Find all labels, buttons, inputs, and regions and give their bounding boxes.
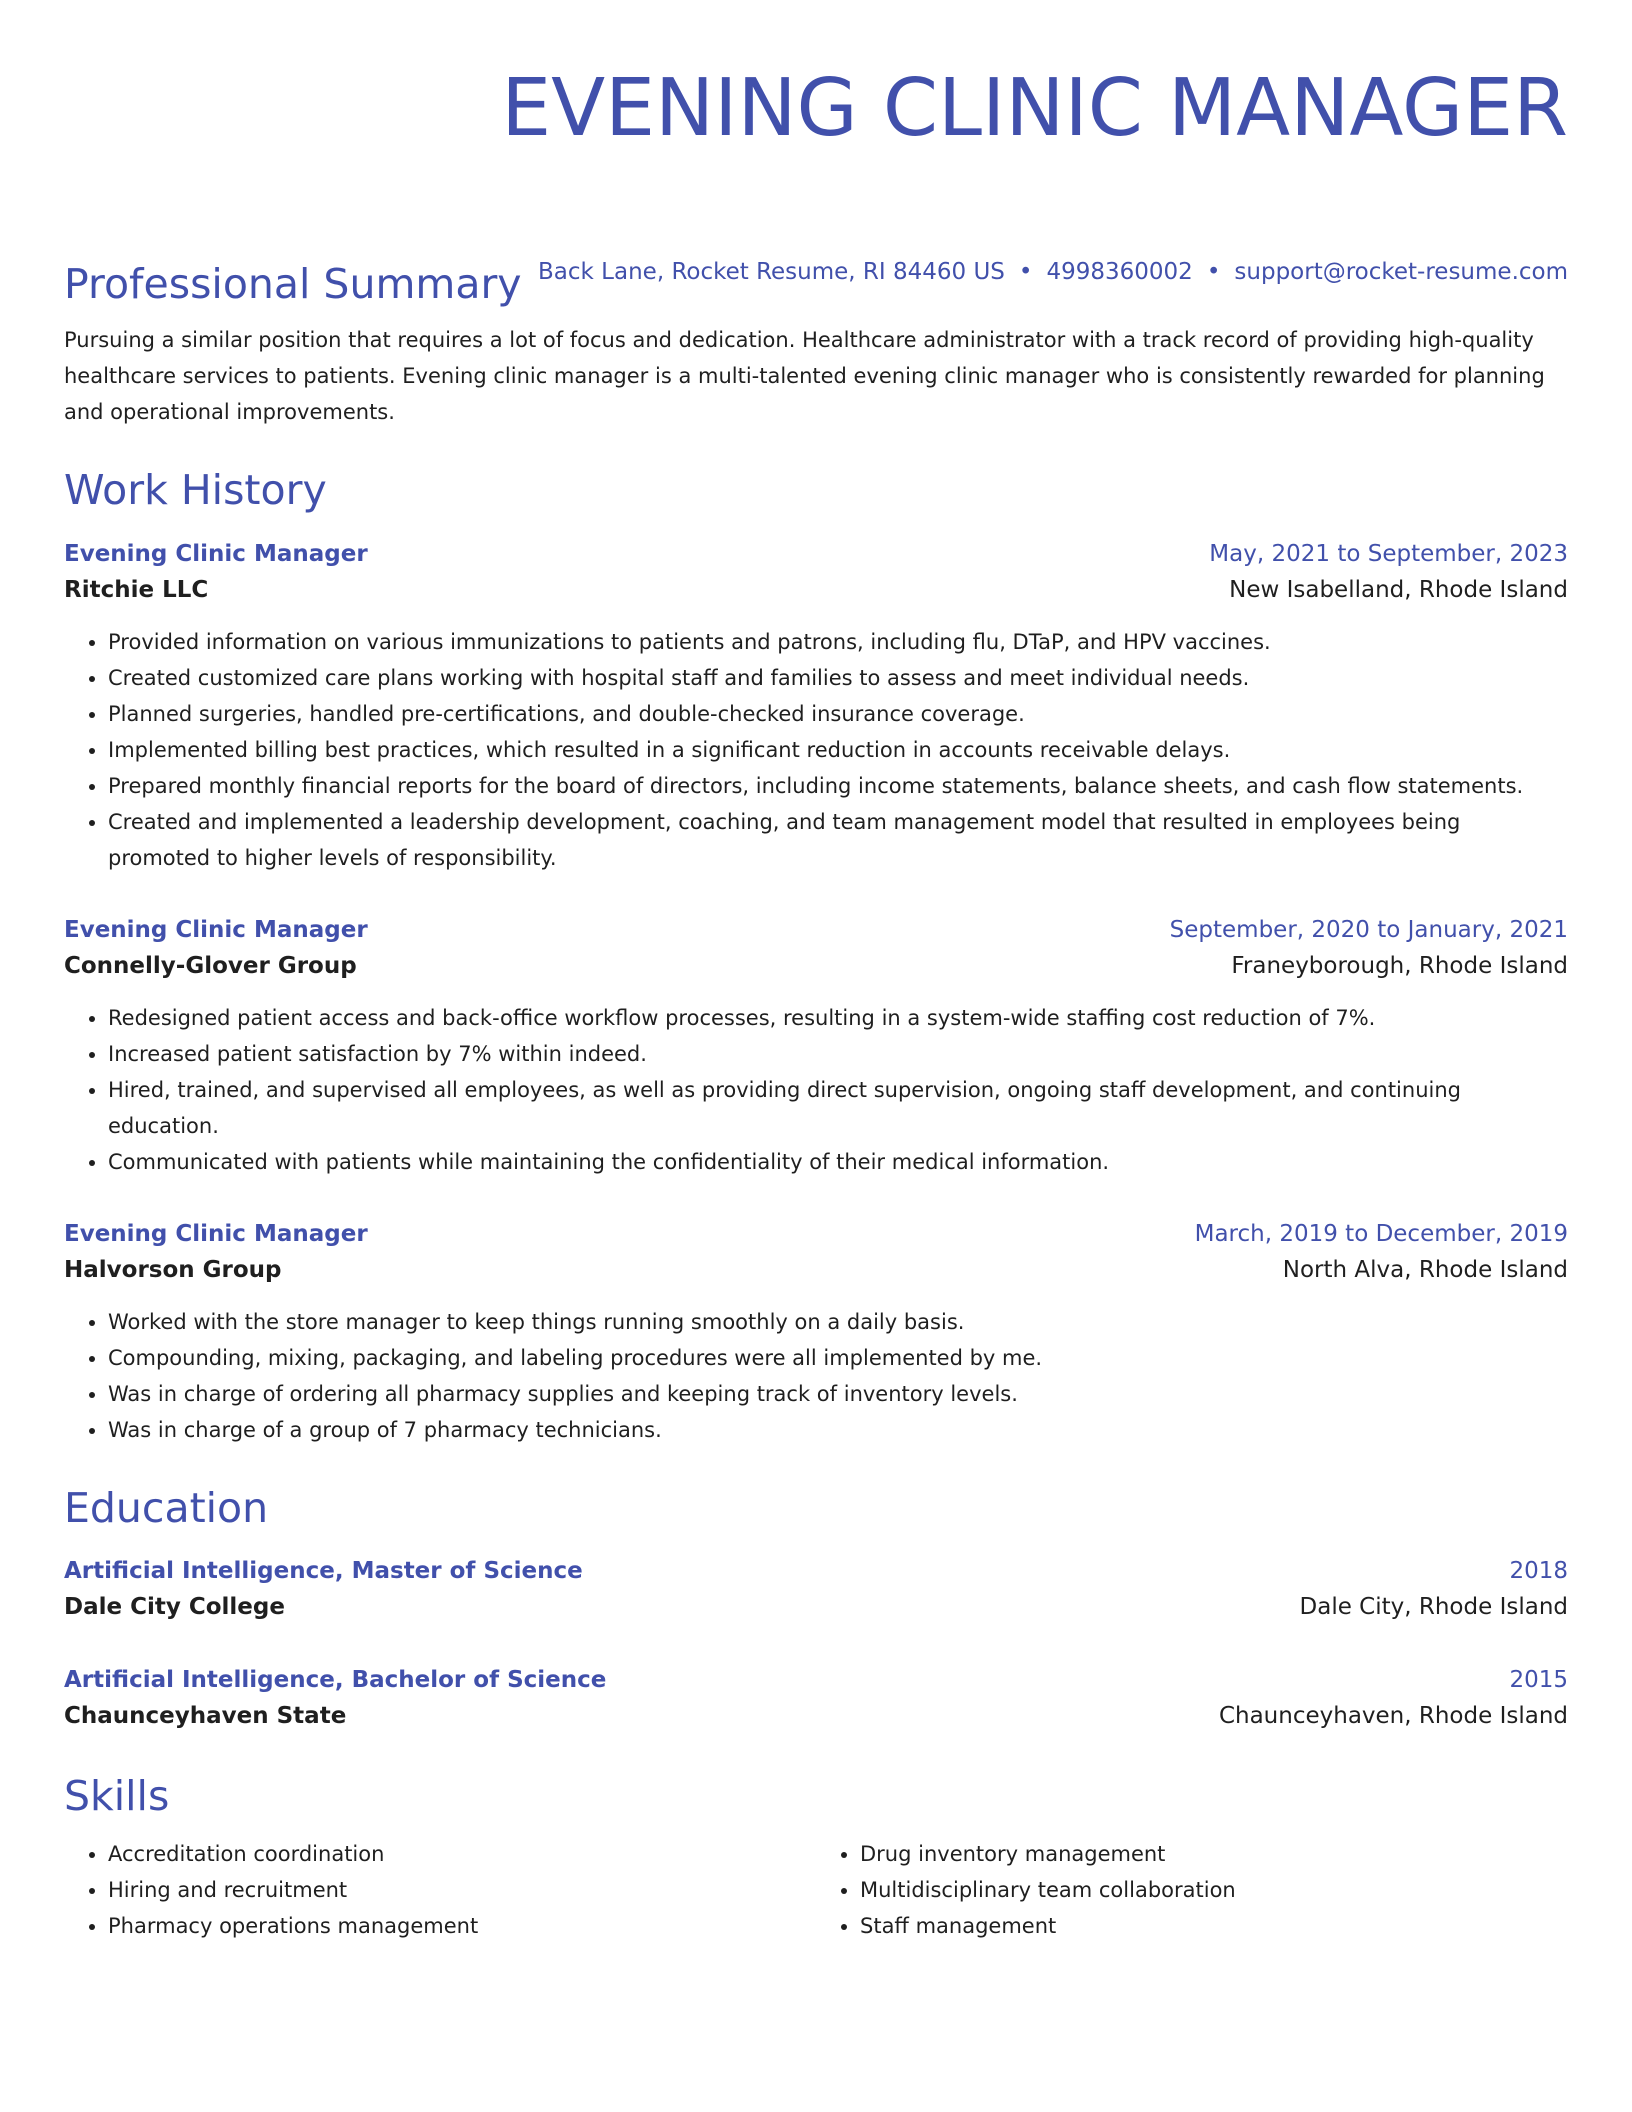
- skills-columns: [64, 1836, 1568, 1944]
- job-company: Halvorson Group: [64, 1257, 282, 1283]
- job-entry: [64, 912, 1568, 1180]
- contact-email: support@rocket-resume.com: [1234, 259, 1568, 285]
- list-item: • Communicated with patients while maintaining the confidentiality of their medical information.: [108, 1144, 1568, 1180]
- skills-section: [64, 1770, 1568, 1944]
- list-item: • Created customized care plans working with hospital staff and families to assess and meet individual needs.: [108, 660, 1568, 696]
- contact-separator: •: [1018, 259, 1033, 285]
- section-title-skills: Skills: [64, 1772, 170, 1820]
- education-school: Chaunceyhaven State: [64, 1703, 347, 1729]
- list-item: • Redesigned patient access and back-office workflow processes, resulting in a system-wide staffing cost reduction of 7%.: [108, 1000, 1568, 1036]
- list-item: • Created and implemented a leadership development, coaching, and team management model that resulted in employees being promoted to higher levels of responsibility.: [108, 804, 1568, 876]
- list-item: • Worked with the store manager to keep things running smoothly on a daily basis.: [108, 1304, 1568, 1340]
- job-entry: [64, 536, 1568, 876]
- job-dates: September, 2020 to January, 2021: [1169, 917, 1568, 943]
- education-school: Dale City College: [64, 1594, 285, 1620]
- job-location: New Isabelland, Rhode Island: [1229, 577, 1568, 603]
- list-item: • Staff management: [860, 1908, 1568, 1944]
- job-company: Ritchie LLC: [64, 577, 209, 603]
- job-entry: [64, 1216, 1568, 1448]
- list-item: • Prepared monthly financial reports for the board of directors, including income statements, balance sheets, and cash flow statements.: [108, 768, 1568, 804]
- list-item: • Implemented billing best practices, which resulted in a significant reduction in accounts receivable delays.: [108, 732, 1568, 768]
- resume-title: EVENING CLINIC MANAGER: [501, 62, 1568, 154]
- education-section: [64, 1482, 1568, 1534]
- education-location: Dale City, Rhode Island: [1299, 1594, 1568, 1620]
- job-dates: March, 2019 to December, 2019: [1194, 1221, 1568, 1247]
- education-degree: Artificial Intelligence, Master of Science: [64, 1558, 583, 1584]
- education-entry: [64, 1553, 1568, 1625]
- job-company: Connelly-Glover Group: [64, 953, 357, 979]
- list-item: • Multidisciplinary team collaboration: [860, 1872, 1568, 1908]
- skills-column-right: [816, 1836, 1568, 1944]
- list-item: • Was in charge of a group of 7 pharmacy technicians.: [108, 1412, 1568, 1448]
- list-item: • Pharmacy operations management: [108, 1908, 816, 1944]
- skills-column-left: [64, 1836, 816, 1944]
- section-title-work: Work History: [64, 466, 327, 514]
- job-bullets: [64, 1000, 1568, 1180]
- job-title: Evening Clinic Manager: [64, 917, 368, 943]
- summary-text: Pursuing a similar position that requires a lot of focus and dedication. Healthcare administrator with a track record of providing high-quality healthcare services to patients. Evening clinic manager is a multi-talented evening clinic manager who is consistently rewarded for planning and operational improvements.: [64, 328, 1545, 424]
- education-degree: Artificial Intelligence, Bachelor of Science: [64, 1667, 607, 1693]
- education-year: 2018: [1509, 1558, 1568, 1584]
- list-item: • Hired, trained, and supervised all employees, as well as providing direct supervision, ongoing staff development, and continuing education.: [108, 1072, 1568, 1144]
- job-title: Evening Clinic Manager: [64, 541, 368, 567]
- section-title-summary: Professional Summary: [64, 260, 522, 308]
- list-item: • Increased patient satisfaction by 7% within indeed.: [108, 1036, 1568, 1072]
- education-entry: [64, 1662, 1568, 1734]
- list-item: • Provided information on various immunizations to patients and patrons, including flu, DTaP, and HPV vaccines.: [108, 624, 1568, 660]
- list-item: • Was in charge of ordering all pharmacy supplies and keeping track of inventory levels.: [108, 1376, 1568, 1412]
- job-location: Franeyborough, Rhode Island: [1231, 953, 1568, 979]
- list-item: • Accreditation coordination: [108, 1836, 816, 1872]
- summary-section: [64, 258, 1568, 430]
- job-dates: May, 2021 to September, 2023: [1209, 541, 1568, 567]
- job-location: North Alva, Rhode Island: [1282, 1257, 1568, 1283]
- job-title: Evening Clinic Manager: [64, 1221, 368, 1247]
- list-item: • Drug inventory management: [860, 1836, 1568, 1872]
- list-item: • Compounding, mixing, packaging, and labeling procedures were all implemented by me.: [108, 1340, 1568, 1376]
- contact-separator: •: [1206, 259, 1221, 285]
- job-bullets: [64, 624, 1568, 876]
- section-title-education: Education: [64, 1484, 269, 1532]
- contact-phone: 4998360002: [1046, 259, 1193, 285]
- job-bullets: [64, 1304, 1568, 1448]
- education-year: 2015: [1509, 1667, 1568, 1693]
- work-section: [64, 464, 1568, 516]
- list-item: • Hiring and recruitment: [108, 1872, 816, 1908]
- education-location: Chaunceyhaven, Rhode Island: [1218, 1703, 1568, 1729]
- contact-address: Back Lane, Rocket Resume, RI 84460 US: [538, 259, 1005, 285]
- list-item: • Planned surgeries, handled pre-certifications, and double-checked insurance coverage.: [108, 696, 1568, 732]
